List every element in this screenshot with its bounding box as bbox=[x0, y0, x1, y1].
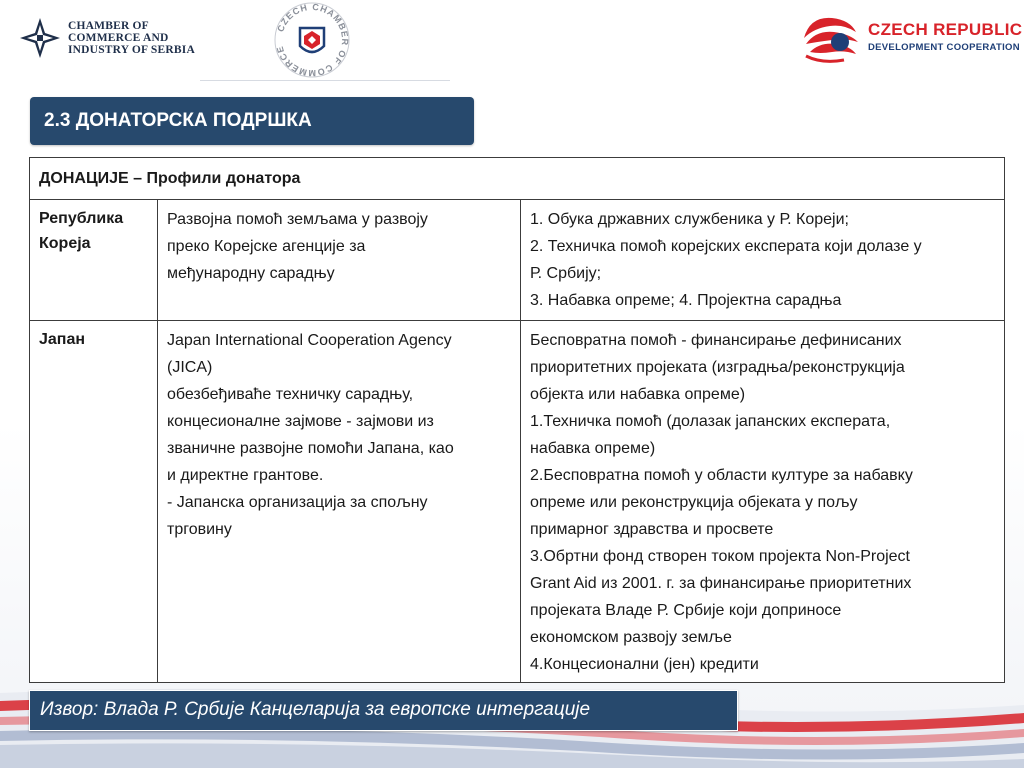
cell-line: обезбеђиваће техничку сарадњу, bbox=[167, 386, 414, 403]
table-header-cell: ДОНАЦИЈЕ – Профили донатора bbox=[30, 158, 1005, 200]
ccis-logo-line: CHAMBER OF bbox=[68, 20, 149, 32]
cell-line: 3.Обртни фонд створен током пројекта Non-Project bbox=[530, 548, 910, 565]
ccis-logo-line: COMMERCE AND bbox=[68, 32, 169, 44]
cell-line: и директне грантове. bbox=[167, 467, 324, 484]
czech-logo-subtitle: DEVELOPMENT COOPERATION bbox=[868, 42, 1020, 53]
cell-line: Р. Србију; bbox=[530, 265, 602, 282]
agency-cell bbox=[158, 200, 521, 321]
table-row bbox=[30, 200, 1005, 321]
source-box bbox=[29, 690, 738, 731]
cell-line: опреме или реконструкција објеката у пољу bbox=[530, 494, 858, 511]
ccis-star-icon bbox=[18, 16, 62, 60]
cell-line: 3. Набавка опреме; 4. Пројектна сарадња bbox=[530, 292, 842, 309]
header-divider bbox=[200, 80, 450, 81]
cell-line: концесионалне зајмове - зајмови из bbox=[167, 413, 434, 430]
czech-swirl-icon bbox=[800, 12, 862, 64]
cell-line: 4.Концесионални (јен) кредити bbox=[530, 656, 759, 673]
cell-line: Бесповратна помоћ - финансирање дефинисаних bbox=[530, 332, 902, 349]
cell-line: Japan International Cooperation Agency bbox=[167, 332, 452, 349]
table-header-row bbox=[30, 158, 1005, 200]
cell-line: трговину bbox=[167, 521, 232, 538]
cell-line: (JICA) bbox=[167, 359, 213, 376]
country-cell bbox=[30, 321, 158, 683]
czech-logo-title: CZECH REPUBLIC bbox=[868, 20, 1023, 39]
page-title: 2.3 ДОНАТОРСКА ПОДРШКА bbox=[44, 110, 312, 131]
source-text: Извор: Влада Р. Србије Канцеларија за европске интергације bbox=[40, 699, 591, 720]
cell-line: Grant Aid из 2001. г. за финансирање приоритетних bbox=[530, 575, 912, 592]
ccis-logo-line: INDUSTRY OF SERBIA bbox=[68, 44, 195, 56]
cell-line: 2.Бесповратна помоћ у области културе за набавку bbox=[530, 467, 913, 484]
ccis-logo bbox=[18, 16, 208, 64]
cell-line: међународну сарадњу bbox=[167, 265, 335, 282]
cell-line: - Јапанска организација за спољну bbox=[167, 494, 428, 511]
table-row bbox=[30, 321, 1005, 683]
cell-line: 1.Техничка помоћ (долазак јапанских експерата, bbox=[530, 413, 891, 430]
cell-line: 1. Обука државних службеника у Р. Кореји; bbox=[530, 211, 849, 228]
programs-cell bbox=[521, 200, 1005, 321]
cell-line: Кореја bbox=[39, 235, 91, 252]
agency-cell bbox=[158, 321, 521, 683]
programs-cell bbox=[521, 321, 1005, 683]
czech-chamber-seal-logo bbox=[272, 0, 352, 80]
cell-line: преко Корејске агенције за bbox=[167, 238, 366, 255]
cell-line: објекта или набавка опреме) bbox=[530, 386, 746, 403]
cell-line: Развојна помоћ земљама у развоју bbox=[167, 211, 428, 228]
cell-line: економском развоју земље bbox=[530, 629, 732, 646]
cell-line: Република bbox=[39, 210, 124, 227]
ccis-logo-text bbox=[68, 20, 195, 56]
cell-line: 2. Техничка помоћ корејских експерата који долазе у bbox=[530, 238, 922, 255]
cell-line: Јапан bbox=[39, 331, 86, 348]
cell-line: набавка опреме) bbox=[530, 440, 656, 457]
seal-ring-text: CZECH CHAMBER OF COMMERCE bbox=[274, 1, 351, 79]
cell-line: пројеката Владе Р. Србије који доприносе bbox=[530, 602, 842, 619]
cell-line: званичне развојне помоћи Јапана, као bbox=[167, 440, 454, 457]
czech-development-logo bbox=[800, 12, 1023, 68]
cell-line: приоритетних пројеката (изградња/реконструкција bbox=[530, 359, 905, 376]
title-bar bbox=[30, 97, 474, 145]
donor-profiles-table bbox=[29, 157, 1005, 683]
cell-line: примарног здравства и просвете bbox=[530, 521, 774, 538]
country-cell bbox=[30, 200, 158, 321]
